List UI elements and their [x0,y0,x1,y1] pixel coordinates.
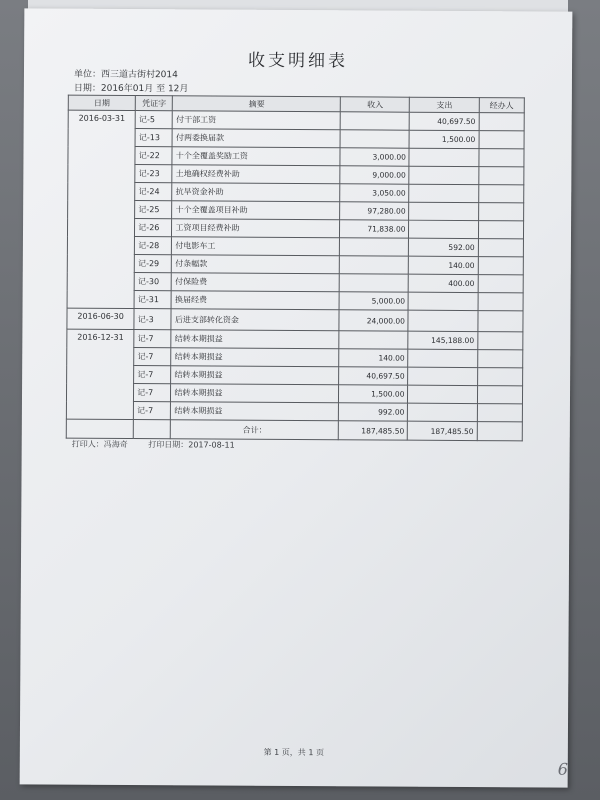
total-label: 合计： [171,420,339,440]
date-cell: 2016-03-31 [67,110,135,308]
voucher-cell: 记-3 [134,309,171,330]
summary-cell: 十个全覆盖项目补助 [172,201,340,220]
voucher-cell: 记-7 [134,384,171,402]
handler-cell [477,350,522,368]
summary-cell: 十个全覆盖奖励工资 [172,147,340,166]
header-expense: 支出 [410,97,479,112]
voucher-cell: 记-28 [135,237,172,255]
print-date: 打印日期：2017-08-11 [148,440,235,450]
expense-cell [409,148,478,166]
summary-cell: 抗旱资金补助 [172,183,340,202]
expense-cell: 140.00 [409,256,478,274]
voucher-cell: 记-7 [134,402,171,420]
expense-cell [409,292,478,310]
summary-cell: 结转本期损益 [171,348,339,367]
summary-cell: 付电影车工 [172,237,340,256]
income-cell [339,256,408,274]
date-cell: 2016-06-30 [67,308,134,329]
expense-cell: 592.00 [409,238,478,256]
summary-cell: 结转本期损益 [171,366,339,385]
summary-cell: 换届经费 [171,291,339,310]
expense-cell [408,403,477,421]
voucher-cell: 记-23 [135,165,172,183]
income-cell: 992.00 [339,403,408,421]
voucher-cell: 记-7 [134,366,171,384]
header-handler: 经办人 [479,98,524,113]
handler-cell [478,185,523,203]
header-summary: 摘要 [173,96,341,112]
summary-cell: 付两委换届款 [172,129,340,148]
voucher-cell: 记-31 [134,291,171,309]
header-date: 日期 [68,95,135,110]
voucher-cell: 记-13 [135,129,172,147]
summary-cell: 工资项目经费补助 [172,219,340,238]
voucher-cell: 记-5 [135,111,172,129]
expense-cell: 40,697.50 [410,112,479,130]
summary-cell: 付干部工资 [173,111,341,130]
summary-cell: 结转本期损益 [171,384,339,403]
page-number: 第 1 页，共 1 页 [263,747,325,758]
handler-cell [479,131,524,149]
income-cell: 9,000.00 [340,166,409,184]
income-cell: 24,000.00 [339,310,408,331]
expense-cell [408,310,477,331]
expense-cell [408,349,477,367]
voucher-cell: 记-29 [135,255,172,273]
header-voucher: 凭证字 [136,96,173,111]
total-income: 187,485.50 [338,421,407,440]
handler-cell [477,386,522,404]
table-row [67,308,523,332]
expense-cell: 400.00 [409,274,478,292]
document-title: 收支明细表 [247,50,349,72]
summary-cell: 付保险费 [172,273,340,292]
handler-cell [478,311,523,332]
voucher-cell: 记-24 [135,183,172,201]
summary-cell: 付条幅款 [172,255,340,274]
voucher-cell: 记-25 [135,201,172,219]
total-voucher-cell [134,420,171,439]
summary-cell: 后进支部转化资金 [171,309,339,331]
income-cell: 3,000.00 [340,148,409,166]
voucher-cell: 记-22 [135,147,172,165]
summary-cell: 结转本期损益 [171,402,339,421]
summary-cell: 土地确权经费补助 [172,165,340,184]
handler-cell [478,203,523,221]
handler-cell [477,368,522,386]
income-cell: 5,000.00 [339,292,408,310]
handler-cell [478,239,523,257]
total-date-cell [66,419,133,438]
income-cell: 71,838.00 [340,220,409,238]
expense-cell: 1,500.00 [409,130,478,148]
voucher-cell: 记-30 [134,273,171,291]
total-row [66,419,522,441]
handler-cell [478,332,523,350]
print-footer [72,439,253,451]
handler-cell [477,404,522,422]
income-cell: 1,500.00 [339,385,408,403]
voucher-cell: 记-7 [134,330,171,348]
income-cell [340,112,409,130]
handler-cell [479,149,524,167]
expense-cell: 145,188.00 [408,331,477,349]
handler-cell [479,167,524,185]
date-cell: 2016-12-31 [66,329,134,419]
income-cell [340,130,409,148]
printer-name: 打印人：冯海奇 [71,439,128,449]
expense-cell [408,385,477,403]
expense-cell [409,220,478,238]
income-cell: 97,280.00 [340,202,409,220]
paper-sheet [20,8,573,787]
income-cell [340,238,409,256]
header-income: 收入 [340,97,409,112]
expense-cell [409,202,478,220]
total-handler-cell [477,422,522,441]
income-cell [339,331,408,349]
handler-cell [478,221,523,239]
ledger-table [66,95,525,442]
handler-cell [479,113,524,131]
unit-line: 单位：西三道古街村2014 [73,69,178,81]
income-cell [339,274,408,292]
expense-cell [409,184,478,202]
handler-cell [478,257,523,275]
income-cell: 140.00 [339,349,408,367]
voucher-cell: 记-26 [135,219,172,237]
period-line: 日期：2016年01月 至 12月 [73,83,189,95]
total-expense: 187,485.50 [408,421,477,440]
expense-cell [409,166,478,184]
handler-cell [478,293,523,311]
handler-cell [478,275,523,293]
voucher-cell: 记-7 [134,348,171,366]
income-cell: 40,697.50 [339,367,408,385]
income-cell: 3,050.00 [340,184,409,202]
handwritten-mark: 6 [557,759,568,779]
expense-cell [408,367,477,385]
summary-cell: 结转本期损益 [171,330,339,349]
